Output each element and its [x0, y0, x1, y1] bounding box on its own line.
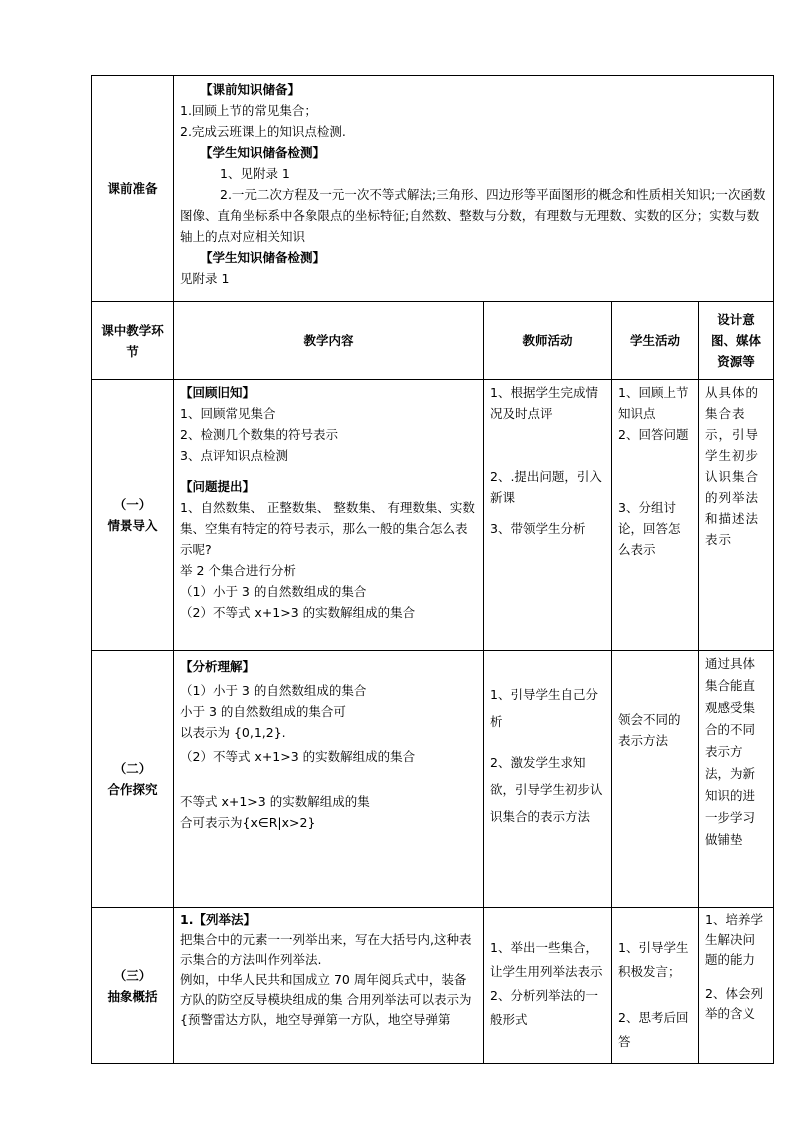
student-activity: 领会不同的表示方法	[618, 712, 681, 748]
section-1-title: 情景导入	[107, 518, 158, 533]
student-activity: 2、回答问题	[618, 427, 689, 442]
prep-line: 2.完成云班课上的知识点检测.	[180, 124, 346, 139]
header-content: 教学内容	[174, 302, 484, 380]
teacher-activity: 2、激发学生求知欲，引导学生初步认识集合的表示方法	[490, 755, 603, 824]
section-2-line: 以表示为 {0,1,2}.	[180, 725, 286, 740]
section-3-heading: 1.【列举法】	[180, 912, 256, 927]
prep-row	[92, 76, 774, 302]
prep-content	[174, 76, 774, 302]
student-activity: 1、回顾上节知识点	[618, 385, 689, 421]
section-1-teacher	[484, 380, 612, 651]
section-1-line: 3、点评知识点检测	[180, 448, 288, 463]
section-2-label	[92, 651, 174, 908]
section-1-row	[92, 380, 774, 651]
section-2-line: 小于 3 的自然数组成的集合可	[180, 704, 346, 719]
section-3-line: 例如，中华人民共和国成立 70 周年阅兵式中，装备方队的防空反导模块组成的集 合用列举法可以表示为	[180, 972, 472, 1007]
section-3-line: {预警雷达方队，地空导弹第一方队，地空导弹第	[180, 1012, 451, 1027]
section-2-line: （2）不等式 x+1>3 的实数解组成的集合	[180, 749, 416, 764]
prep-line: 1.回顾上节的常见集合；	[180, 103, 317, 118]
section-3-teacher	[484, 908, 612, 1064]
prep-line: 2.一元二次方程及一元一次不等式解法;三角形、四边形等平面图形的概念和性质相关知识;一次函数图像、直角坐标系中各象限点的坐标特征;自然数、整数与分数，有理数与无理数、实数的区分；实数与数轴上的点对应相关知识	[180, 187, 766, 244]
teacher-activity: 1、根据学生完成情况及时点评	[490, 385, 598, 421]
section-3-number: （三）	[113, 967, 152, 983]
section-1-line: 2、检测几个数集的符号表示	[180, 427, 338, 442]
section-1-number: （一）	[113, 497, 152, 512]
prep-heading-knowledge: 【课前知识储备】	[200, 82, 301, 97]
section-3-line: 把集合中的元素一一列举出来，写在大括号内,这种表示集合的方法叫作列举法.	[180, 932, 472, 967]
section-2-student	[612, 651, 699, 908]
header-row	[92, 302, 774, 380]
student-activity: 3、分组讨论，回答怎么表示	[618, 500, 681, 557]
section-2-title: 合作探究	[107, 782, 158, 797]
section-3-label	[92, 908, 174, 1064]
section-1-line: 1、回顾常见集合	[180, 406, 276, 421]
section-1-content	[174, 380, 484, 651]
teacher-activity: 3、带领学生分析	[490, 521, 586, 536]
teacher-activity: 2、分析列举法的一般形式	[490, 988, 598, 1027]
header-teacher: 教师活动	[484, 302, 612, 380]
section-1-label	[92, 380, 174, 651]
section-3-student	[612, 908, 699, 1064]
section-3-title: 抽象概括	[107, 988, 158, 1004]
prep-line: 见附录 1	[180, 271, 230, 286]
prep-heading-check: 【学生知识储备检测】	[200, 145, 326, 160]
section-3-content	[174, 908, 484, 1064]
prep-line: 1、见附录 1	[220, 166, 290, 181]
design-intent: 1、培养学生解决问题的能力	[705, 912, 763, 967]
student-activity: 2、思考后回答	[618, 1010, 689, 1049]
prep-heading-check: 【学生知识储备检测】	[200, 250, 326, 265]
section-1-student	[612, 380, 699, 651]
section-2-number: （二）	[113, 761, 152, 776]
teacher-activity: 1、引导学生自己分析	[490, 687, 598, 729]
section-1-line: 1、自然数集、 正整数集、 整数集、 有理数集、实数集、空集有特定的符号表示，那么一般的集合怎么表示呢?	[180, 500, 475, 557]
section-2-line: 合可表示为{x∈R|x>2}	[180, 815, 316, 830]
section-3-design	[699, 908, 774, 1064]
section-2-row	[92, 651, 774, 908]
section-3-row	[92, 908, 774, 1064]
section-1-design: 从具体的集合表示，引导学生初步认识集合的列举法和描述法表示	[699, 380, 774, 651]
section-2-line: （1）小于 3 的自然数组成的集合	[180, 683, 367, 698]
header-section: 课中教学环节	[92, 302, 174, 380]
section-1-heading: 【问题提出】	[180, 479, 256, 494]
section-2-design: 通过具体集合能直观感受集合的不同表示方法，为新知识的进一步学习做铺垫	[699, 651, 774, 908]
section-1-line: 举 2 个集合进行分析	[180, 563, 296, 578]
teacher-activity: 2、.提出问题，引入新课	[490, 469, 602, 505]
section-1-line: （1）小于 3 的自然数组成的集合	[180, 584, 367, 599]
section-1-line: （2）不等式 x+1>3 的实数解组成的集合	[180, 605, 416, 620]
teacher-activity: 1、举出一些集合，让学生用列举法表示	[490, 940, 603, 979]
header-student: 学生活动	[612, 302, 699, 380]
section-1-heading: 【回顾旧知】	[180, 385, 256, 400]
section-2-content	[174, 651, 484, 908]
lesson-plan-table	[91, 75, 774, 1064]
design-intent: 2、体会列举的含义	[705, 986, 763, 1021]
prep-label: 课前准备	[92, 76, 174, 302]
header-design: 设计意图、媒体资源等	[699, 302, 774, 380]
student-activity: 1、引导学生积极发言；	[618, 940, 689, 979]
section-2-heading: 【分析理解】	[180, 659, 256, 674]
section-2-line: 不等式 x+1>3 的实数解组成的集	[180, 794, 370, 809]
section-2-teacher	[484, 651, 612, 908]
